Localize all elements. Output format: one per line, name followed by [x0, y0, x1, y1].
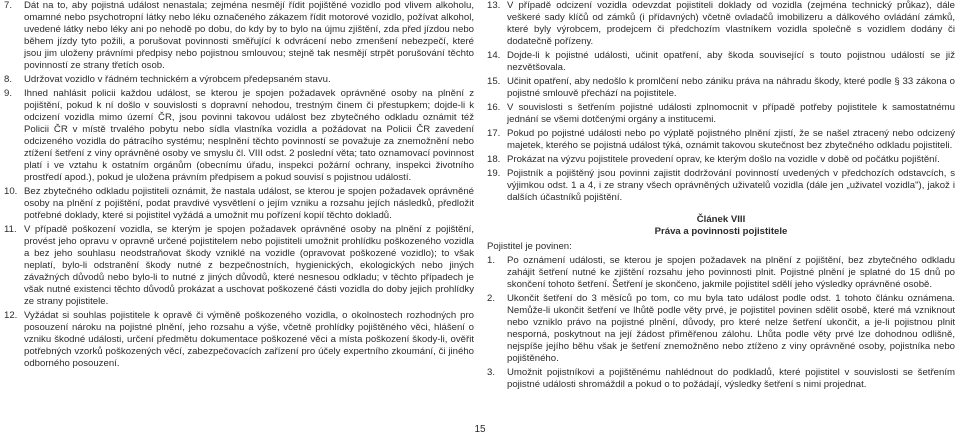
list-item: [4, 0, 474, 72]
item-number: 13.: [487, 0, 501, 11]
item-number: 15.: [487, 76, 501, 87]
chapter-lead: Pojistitel je povinen:: [487, 241, 572, 252]
item-text: Učinit opatření, aby nedošlo k promlčení nebo zániku práva na náhradu škody, které podle § 33 zákona o pojistné smlouvě přechází na pojistitele.: [507, 76, 955, 99]
item-number: 8.: [4, 74, 13, 85]
item-text: Po oznámení události, se kterou je spojen požadavek na plnění z pojištění, bez zbytečného odkladu zahájit šetření nutné ke zjištění rozsahu jeho povinnosti plnit. Pojistné plnění je splatné do 15 dnů po skončení tohoto šetření. Šetření je skončeno, jakmile pojistitel sdělí jeho výsledky oprávněné osobě.: [507, 255, 955, 290]
item-number: 19.: [487, 168, 501, 179]
item-text: V případě poškození vozidla, se kterým je spojen požadavek oprávněné osoby na plnění z pojištění, provést jeho opravu v opravně určené pojistitelem nebo pojistiteli umožnit prohlídku poškozeného vozidla a bez jeho souhlasu neodstraňovat škody vzniklé na vozidle (opravovat poškozené vozidlo); to však neplatí, bylo-li odstranění škody nutné z bezpečnostních, hygienických, ekologických nebo jiných závažných důvodů nebo bylo-li to nutné z jiných důvodů, které nesnesou odkladu; v těchto případech je však nutné existenci těchto důvodů prokázat a uschovat poškozené části vozidla do doby jejich prohlídky ze strany pojistitele.: [24, 224, 474, 307]
chapter-title: Článek VIII: [696, 214, 746, 225]
item-text: Udržovat vozidlo v řádném technickém a výrobcem předepsaném stavu.: [24, 74, 331, 85]
chapter-subtitle: Práva a povinnosti pojistitele: [654, 226, 788, 237]
list-item: [487, 293, 955, 365]
item-text: V případě odcizení vozidla odevzdat pojistiteli doklady od vozidla (zejména technický průkaz), dále veškeré sady klíčů od zámků (i přídavných) včetně ovladačů imobilizeru a dálkového ovládání zámků, které byly výrobcem, prodejcem či předchozím vlastníkem vozidla společně s vozidlem dodány či dodatečně pořízeny.: [507, 0, 955, 47]
item-text: Pokud po pojistné události nebo po výplatě pojistného plnění zjistí, že se našel ztracený nebo odcizený majetek, kterého se pojistná událost týká, oznámit takovou skutečnost bez zbytečného odkladu pojistiteli.: [507, 128, 955, 151]
item-number: 9.: [4, 88, 13, 99]
right-column: [487, 0, 955, 393]
item-text: Bez zbytečného odkladu pojistiteli oznámit, že nastala událost, se kterou je spojen požadavek oprávněné osoby na plnění z pojištění, podat pravdivé vysvětlení o jejím vzniku a rozsahu jejích následků, předložit potřebné doklady, které si pojistitel vyžádá a umožnit mu pořízení kopií těchto dokladů.: [24, 186, 474, 221]
list-item: [487, 367, 955, 391]
item-text: Dát na to, aby pojistná událost nenastala; zejména nesmějí řídit pojištěné vozidlo pod vlivem alkoholu, omamné nebo psychotropní látky nebo léku označeného zákazem řídit motorové vozidlo, požívat alkohol, uvedené látky nebo léky ani po nehodě po dobu, do kdy by to bylo na újmu zjištění, zda před jízdou nebo během jízdy tyto požili, a porušovat povinnosti směřující k odvrácení nebo zmenšení nebezpečí, které jsou jim uloženy právními předpisy nebo pojistnou smlouvou; stejně tak nesmějí strpět porušování těchto povinností ze strany třetích osob.: [24, 0, 474, 71]
page-number: 15: [474, 424, 486, 435]
item-text: Pojistník a pojištěný jsou povinni zajistit dodržování povinností uvedených v předchozích odstavcích, s výjimkou odst. 1 a 4, i ze strany všech oprávněných uživatelů vozidla (dále jen „uživatel vozidla"), jakož i dalších účastníků pojištění.: [507, 168, 955, 203]
item-number: 3.: [487, 367, 496, 378]
list-item: [4, 310, 474, 370]
list-item: [487, 255, 955, 291]
list-item: [4, 186, 474, 222]
item-number: 10.: [4, 186, 18, 197]
list-item: [487, 154, 955, 166]
item-number: 16.: [487, 102, 501, 113]
list-item: [487, 102, 955, 126]
list-item: [4, 88, 474, 184]
item-text: V souvislosti s šetřením pojistné události zplnomocnit v případě potřeby pojistitele k samostatnému jednání se všemi dotčenými orgány a institucemi.: [507, 102, 955, 125]
item-text: Prokázat na výzvu pojistitele provedení oprav, ke kterým došlo na vozidle v době od počátku pojištění.: [507, 154, 940, 165]
item-number: 1.: [487, 255, 496, 266]
item-text: Umožnit pojistníkovi a pojištěnému nahlédnout do podkladů, které pojistitel v souvislosti se šetřením pojistné události shromáždil a pokud o to požádají, výsledky šetření s nimi projednat.: [507, 367, 955, 390]
item-number: 14.: [487, 50, 501, 61]
item-number: 17.: [487, 128, 501, 139]
list-item: [4, 224, 474, 308]
item-number: 18.: [487, 154, 501, 165]
item-text: Ihned nahlásit policii každou událost, se kterou je spojen požadavek oprávněné osoby na plnění z pojištění, pokud k ní došlo v souvislosti s dopravní nehodou, trestným činem či přestupkem; dojde-li k odcizení vozidla mimo území ČR, jsou povinni takovou událost bez zbytečného odkladu oznámit též Policii ČR v místě trvalého pobytu nebo sídla vlastníka vozidla a požádovat na Policii ČR zavedení odcizeného vozidla do pátracího systému; nesplnění těchto povinností se považuje za znemožnění nebo ztížení šetření z viny oprávněné osoby ve smyslu čl. VIII odst. 2 poslední věta; tato oznamovací povinnost platí i ve vztahu k ostatním orgánům (obecnímu úřadu, inspekci požární ochrany, inspekci životního prostředí apod.), pokud je uložena právním předpisem a pokud souvisí s pojistnou událostí.: [24, 88, 474, 183]
item-number: 7.: [4, 0, 13, 11]
item-number: 2.: [487, 293, 496, 304]
item-number: 11.: [4, 224, 17, 235]
item-text: Ukončit šetření do 3 měsíců po tom, co mu byla tato událost podle odst. 1 tohoto článku oznámena. Nemůže-li ukončit šetření ve lhůtě podle věty prvé, je pojistitel povinen sdělit osobě, které má vzniknout nebo vzniklo právo na pojistné plnění, důvody, pro které nelze šetření ukončit, a je-li pojistnou plnit nesporná, poskytnout na její žádost přiměřenou zálohu. Lhůta podle věty prvé lze dohodnou odlišně, nejspíše jejího běhu však je šetření znemožněno nebo ztíženo z viny oprávněné osoby, pojistníka nebo pojištěného.: [507, 293, 955, 364]
list-item: [487, 50, 955, 74]
item-text: Dojde-li k pojistné události, učinit opatření, aby škoda související s touto pojistnou událostí se již nezvětšovala.: [507, 50, 955, 73]
list-item: [487, 0, 955, 48]
left-column: [4, 0, 474, 372]
list-item: [4, 74, 474, 86]
list-item: [487, 128, 955, 152]
item-number: 12.: [4, 310, 18, 321]
list-item: [487, 76, 955, 100]
item-text: Vyžádat si souhlas pojistitele k opravě či výměně poškozeného vozidla, o okolnostech rozhodných pro posouzení nároku na pojistné plnění, jeho rozsahu a výše, včetně prohlídky pojištěného věci, hlášení o vzniku škodné události, určení předmětu dokumentace poškozené věci a místa poškození škody-li, ověřit potřebných vzorků poškozených věcí, zabezpečovacích zařízení pro účely expertního zkoumání, či jiného odborného posouzení.: [24, 310, 474, 369]
list-item: [487, 168, 955, 204]
